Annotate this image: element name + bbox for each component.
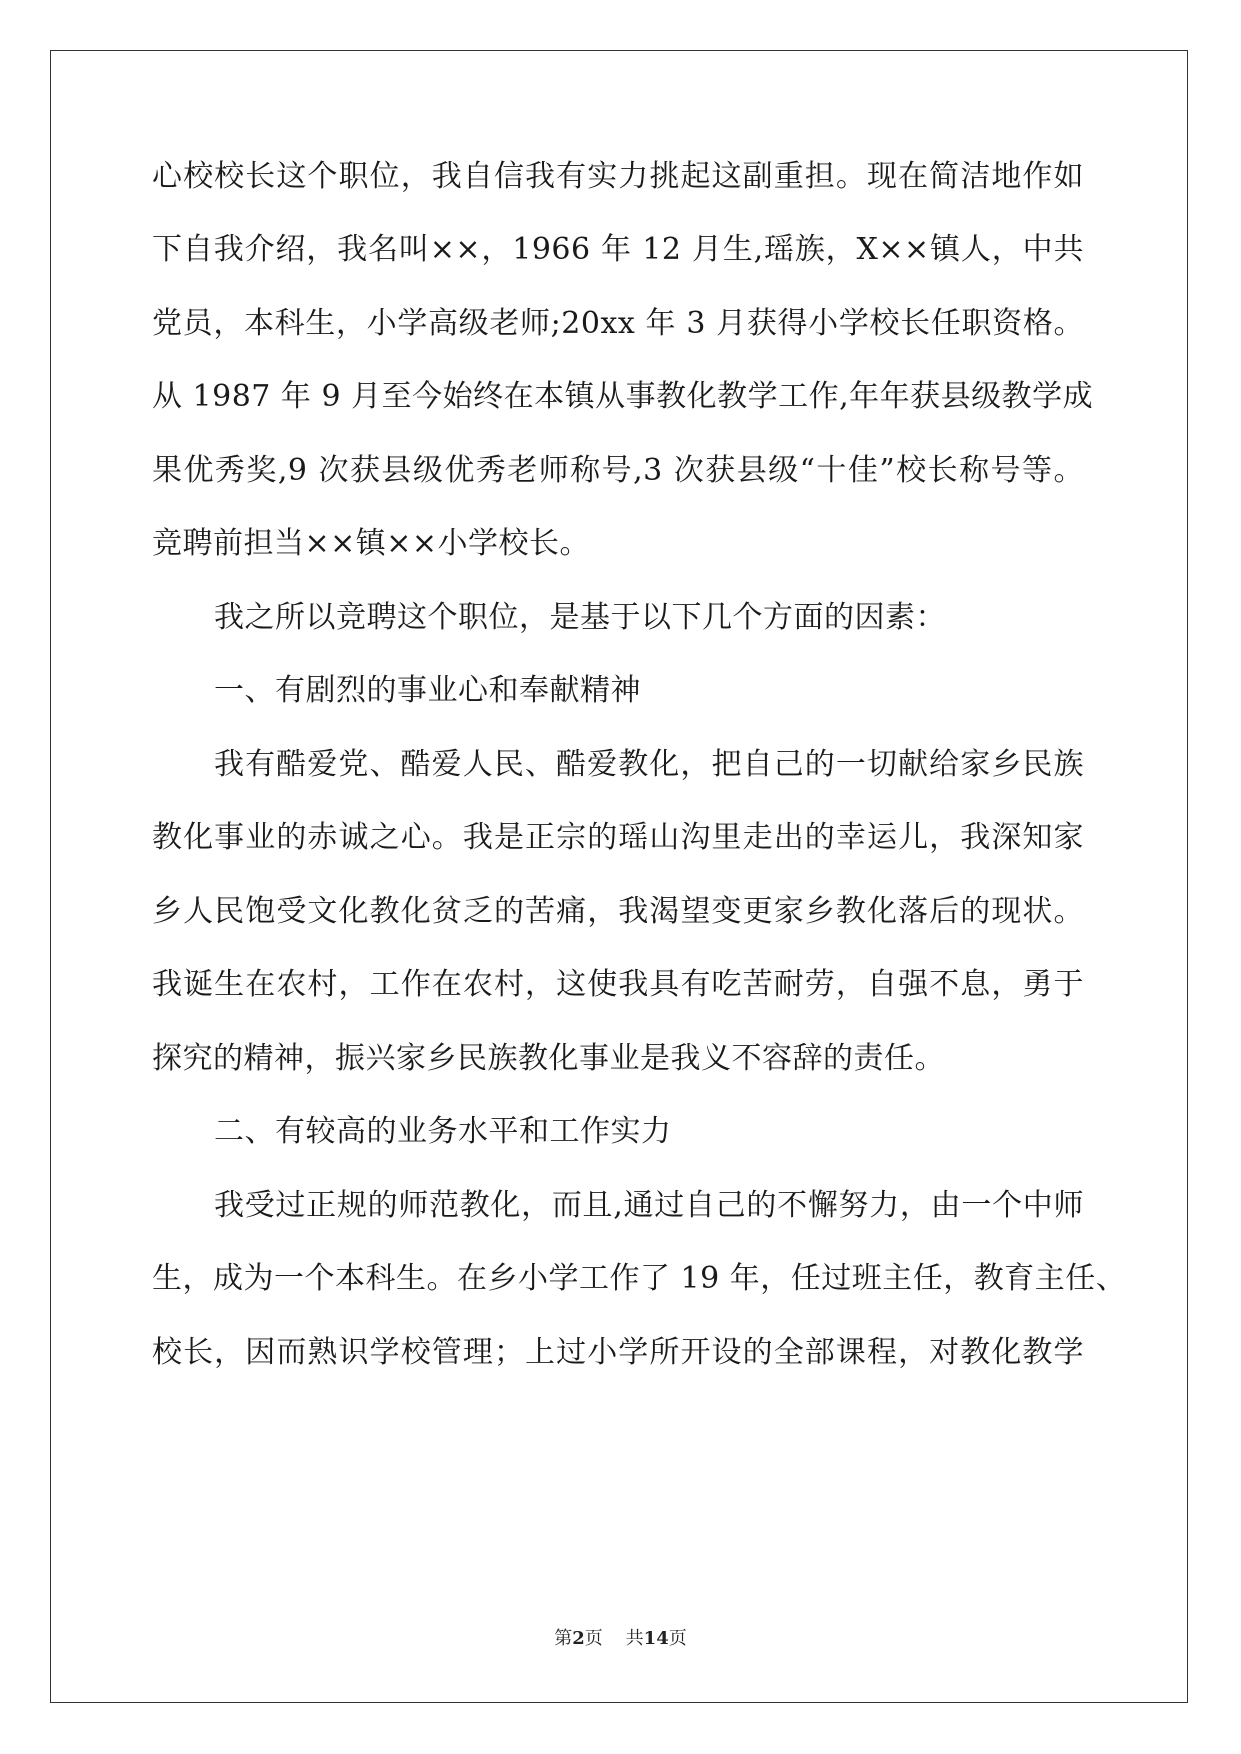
section-heading-2: 二、有较高的业务水平和工作实力 [214,1114,672,1149]
text-line-2: 下自我介绍，我名叫××，1966 年 12 月生,瑶族，X××镇人，中共 [152,232,1084,267]
page-suffix: 页 [584,1628,603,1649]
text-line-16: 生，成为一个本科生。在乡小学工作了 19 年，任过班主任，教育主任、 [152,1261,1127,1296]
page-number: 2 [572,1628,585,1649]
text-line-1: 心校校长这个职位，我自信我有实力挑起这副重担。现在简洁地作如 [152,159,1084,194]
text-line-12: 我诞生在农村，工作在农村，这使我具有吃苦耐劳，自强不息，勇于 [152,967,1084,1002]
page-prefix: 第 [554,1628,573,1649]
total-pages: 14 [643,1628,669,1649]
text-line-10: 教化事业的赤诚之心。我是正宗的瑶山沟里走出的幸运儿，我深知家 [152,820,1084,855]
page-footer [0,1627,1241,1651]
text-line-9: 我有酷爱党、酷爱人民、酷爱教化，把自己的一切献给家乡民族 [214,747,1084,782]
text-line-17: 校长，因而熟识学校管理；上过小学所开设的全部课程，对教化教学 [152,1335,1084,1370]
text-line-13: 探究的精神，振兴家乡民族教化事业是我义不容辞的责任。 [152,1041,945,1076]
text-line-5: 果优秀奖,9 次获县级优秀老师称号,3 次获县级“十佳”校长称号等。 [152,453,1084,488]
text-line-11: 乡人民饱受文化教化贫乏的苦痛，我渴望变更家乡教化落后的现状。 [152,894,1084,929]
section-heading-1: 一、有剧烈的事业心和奉献精神 [214,673,641,708]
text-line-6: 竞聘前担当××镇××小学校长。 [152,526,591,561]
text-line-15: 我受过正规的师范教化，而且,通过自己的不懈努力，由一个中师 [214,1188,1084,1223]
total-suffix: 页 [668,1628,687,1649]
text-line-4: 从 1987 年 9 月至今始终在本镇从事教化教学工作,年年获县级教学成 [152,379,1094,414]
total-prefix: 共 [625,1628,644,1649]
page-border [50,50,1188,1703]
text-line-3: 党员，本科生，小学高级老师;20xx 年 3 月获得小学校长任职资格。 [152,306,1084,341]
paragraph-reasons-intro: 我之所以竞聘这个职位，是基于以下几个方面的因素： [214,600,946,635]
